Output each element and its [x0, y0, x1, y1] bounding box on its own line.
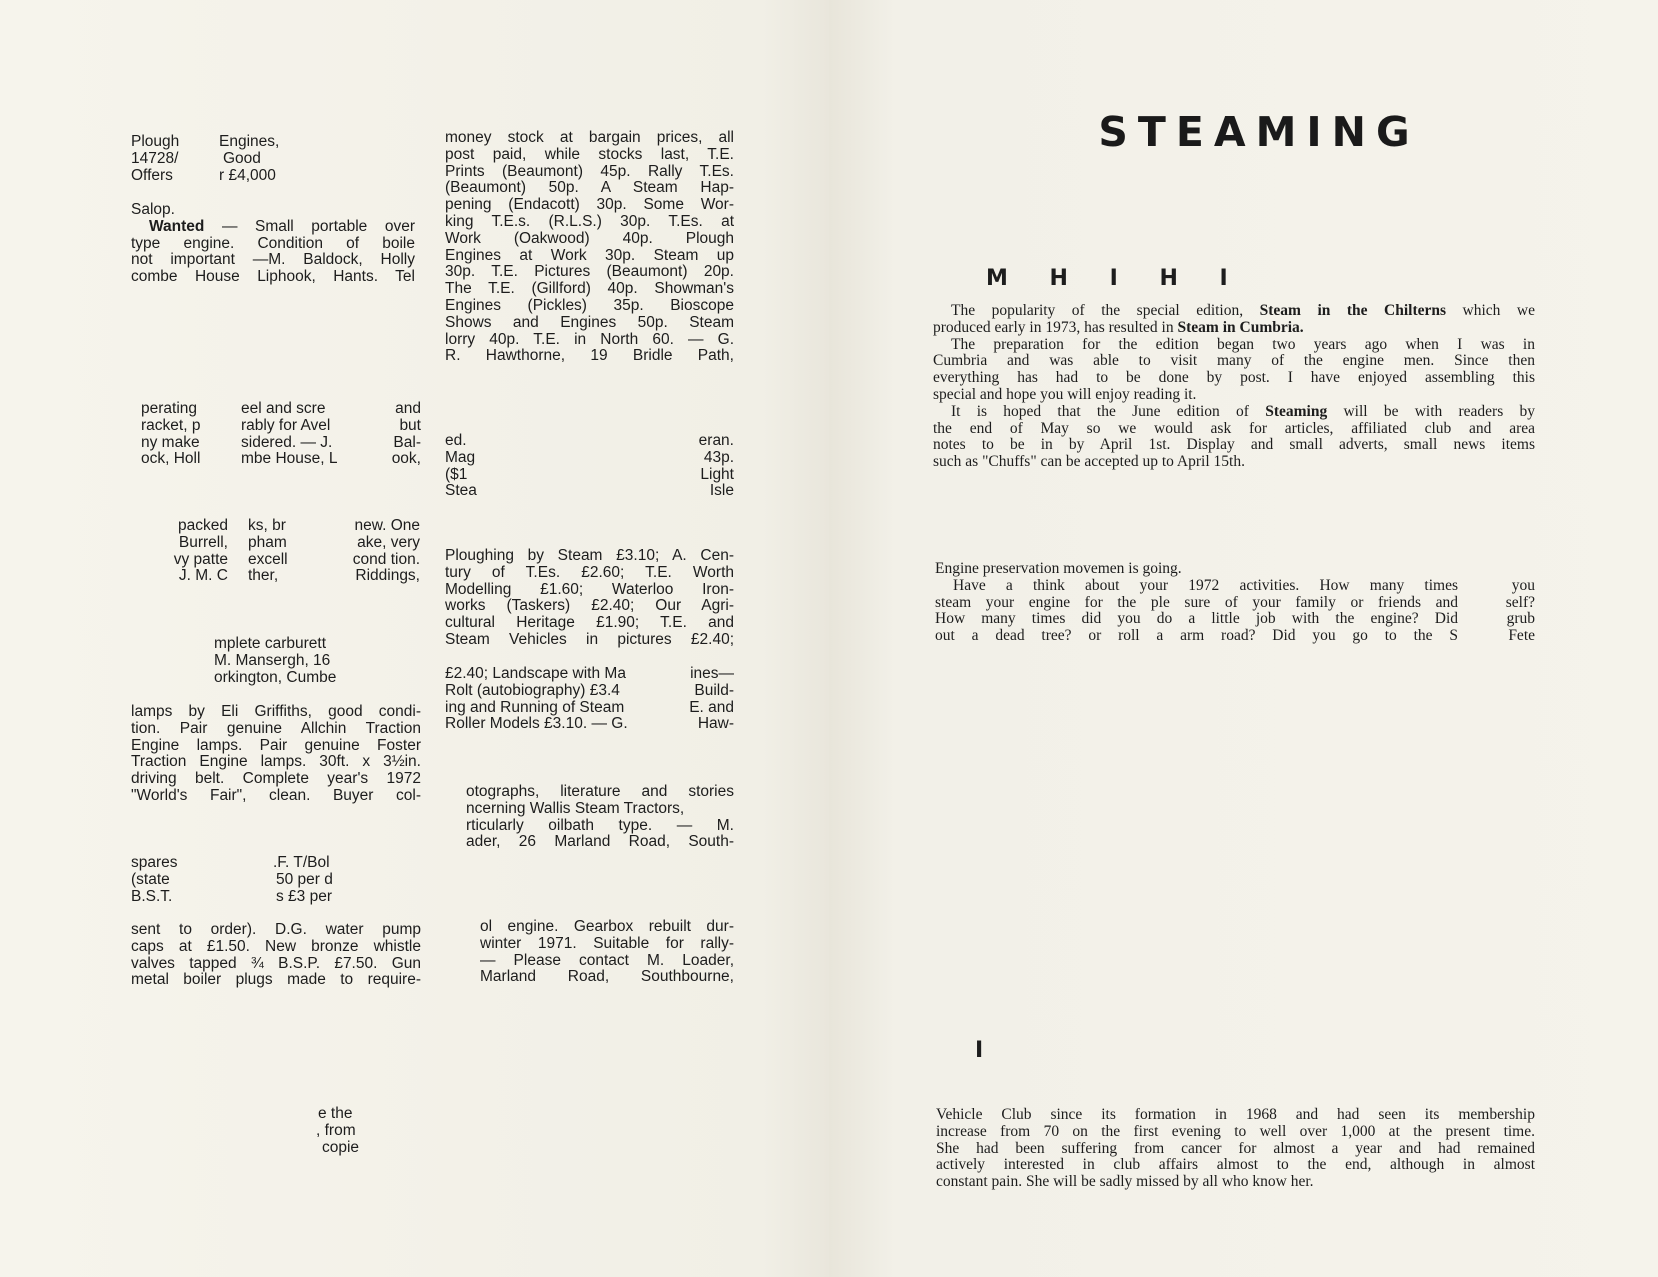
- text-fragment: eel and scre: [241, 400, 326, 417]
- advert-wanted-portable-engine: [131, 202, 415, 286]
- text-line: otographs, literature and stories: [466, 783, 734, 800]
- text-line: constant pain. She will be sadly missed by all who know her.: [936, 1173, 1314, 1191]
- text-line: valves tapped ¾ B.S.P. £7.50. Gun: [131, 954, 421, 972]
- text-fragment: mbe House, L: [241, 450, 338, 468]
- text-fragment: ines—: [690, 665, 734, 682]
- text-line: copie: [322, 1138, 360, 1156]
- text-line: [933, 320, 1535, 337]
- text-fragment: grub: [1506, 610, 1535, 628]
- text-line: M. Mansergh, 16: [214, 651, 331, 669]
- text-line: money stock at bargain prices, all: [445, 129, 734, 146]
- text-line: , from: [316, 1121, 356, 1139]
- text-line: ader, 26 Marland Road, South-: [466, 833, 734, 851]
- text-fragment: cond tion.: [352, 550, 420, 568]
- text-line: combe House Liphook, Hants. Tel: [131, 268, 415, 286]
- wanted-label: Wanted: [149, 217, 205, 235]
- text-fragment: £2.40; Landscape with Ma: [445, 665, 626, 682]
- text-fragment: Good: [223, 149, 261, 167]
- text-line: tion. Pair genuine Allchin Traction: [131, 719, 421, 737]
- text-line: rticularly oilbath type. — M.: [466, 816, 734, 834]
- text-line: Modelling £1.60; Waterloo Iron-: [445, 580, 734, 598]
- text-fragment: ($1: [445, 465, 468, 483]
- text-fragment: Roller Models £3.10. — G.: [445, 715, 628, 733]
- text-line: post paid, while stocks last, T.E.: [445, 145, 734, 163]
- text-fragment: ks, br: [248, 517, 286, 534]
- text-line: Work (Oakwood) 40p. Plough: [445, 229, 734, 247]
- text-fragment: ed.: [445, 432, 467, 449]
- section-heading-text: M H I H I: [986, 266, 1231, 291]
- advert-fragment-operating: [141, 401, 421, 468]
- intro-editorial: [933, 303, 1535, 471]
- text-line: special and hope you will enjoy reading it.: [933, 385, 1197, 403]
- text-line: sent to order). D.G. water pump: [131, 921, 421, 938]
- text-line: not important —M. Baldock, Holly: [131, 251, 415, 269]
- text-fragment: ny make: [141, 433, 200, 451]
- text-fragment: you: [1511, 576, 1535, 594]
- text-fragment: pham: [248, 533, 287, 551]
- publication-title: Steaming: [1265, 402, 1328, 420]
- text-line: "World's Fair", clean. Buyer col-: [131, 786, 421, 804]
- right-page: [829, 0, 1658, 1277]
- section-heading: [986, 266, 1231, 291]
- advert-fragment-carburettor: [214, 636, 374, 686]
- text-line: metal boiler plugs made to require-: [131, 971, 421, 989]
- text-fragment: Riddings,: [355, 567, 420, 585]
- text-line: Prints (Beaumont) 45p. Rally T.Es.: [445, 162, 734, 180]
- text-line: Engine lamps. Pair genuine Foster: [131, 736, 421, 754]
- masthead-title: STEAMING: [1098, 108, 1420, 156]
- text-line: Traction Engine lamps. 30ft. x 3½in.: [131, 753, 421, 771]
- text-line: king T.E.s. (R.L.S.) 30p. T.Es. at: [445, 212, 734, 230]
- text-fragment: B.S.T.: [131, 887, 173, 905]
- publication-title: Steam in Cumbria.: [1177, 318, 1304, 336]
- text-line: winter 1971. Suitable for rally-: [480, 934, 734, 952]
- text-fragment: sidered. — J.: [241, 433, 333, 451]
- advert-fragment-burrell: [158, 518, 420, 585]
- text-line: Ploughing by Steam £3.10; A. Cen-: [445, 547, 734, 564]
- text-fragment: E. and: [689, 698, 734, 716]
- text-fragment: It is hoped that the June edition of: [951, 402, 1266, 420]
- text-line: such as "Chuffs" can be accepted up to April 15th.: [933, 453, 1245, 471]
- text-line: works (Taskers) £2.40; Our Agri-: [445, 597, 734, 615]
- text-line: increase from 70 on the first evening to well over 1,000 at the present time.: [936, 1122, 1535, 1140]
- text-line: type engine. Condition of boile: [131, 234, 415, 252]
- text-fragment: 14728/: [131, 149, 179, 167]
- text-line: Engines (Pickles) 35p. Bioscope: [445, 296, 734, 314]
- text-line: The preparation for the edition began two years ago when I was in: [951, 335, 1535, 353]
- advert-fragment-copies: [316, 1106, 376, 1156]
- text-fragment: How many times did you do a little job with the engine? Did: [935, 610, 1458, 628]
- text-line: Steam Vehicles in pictures £2.40;: [445, 630, 734, 648]
- advert-fragment-landscape: [445, 666, 734, 733]
- text-line: lorry 40p. T.E. in North 60. — G.: [445, 330, 734, 348]
- text-fragment: will be with readers by: [1327, 402, 1535, 420]
- text-fragment: ther,: [248, 567, 279, 585]
- preservation-movement-text: [935, 561, 1535, 645]
- text-fragment: Offers: [131, 166, 173, 184]
- text-fragment: ook,: [391, 450, 421, 468]
- text-line: pening (Endacott) 30p. Some Wor-: [445, 196, 734, 214]
- text-fragment: Plough: [131, 133, 180, 150]
- text-line: Salop.: [131, 201, 175, 218]
- text-line: 30p. T.E. Pictures (Beaumont) 20p.: [445, 263, 734, 281]
- advert-plough-engines: [131, 134, 291, 184]
- text-fragment: perating: [141, 400, 198, 417]
- advert-fragment-magazines: [445, 433, 734, 500]
- advert-books-hawthorne: [445, 130, 734, 365]
- text-line: The T.E. (Gillford) 40p. Showman's: [445, 280, 734, 298]
- text-fragment: s £3 per: [276, 887, 333, 905]
- text-fragment: self?: [1505, 593, 1535, 611]
- text-fragment: ock, Holl: [141, 450, 201, 468]
- text-line: Shows and Engines 50p. Steam: [445, 313, 734, 331]
- text-fragment: Fete: [1508, 627, 1535, 645]
- text-fragment: Isle: [709, 482, 734, 500]
- text-line: the end of May so we would ask for articles, affiliated club and area: [933, 419, 1535, 437]
- text-fragment: Engines,: [219, 133, 280, 150]
- text-fragment: J. M. C: [178, 567, 228, 585]
- text-fragment: Have a think about your 1972 activities. How many times: [953, 576, 1458, 594]
- text-line: — Small portable over: [204, 217, 415, 235]
- text-fragment: racket, p: [141, 416, 201, 434]
- text-line: cultural Heritage £1.90; T.E. and: [445, 614, 734, 632]
- text-fragment: steam your engine for the ple sure of your family or friends and: [935, 593, 1458, 611]
- text-fragment: eran.: [698, 432, 734, 449]
- text-line: [933, 404, 1535, 421]
- text-line: Engine preservation movemen is going.: [935, 560, 1182, 577]
- text-line: She had been suffering from cancer for almost a year and had remained: [936, 1139, 1535, 1157]
- text-fragment: The popularity of the special edition,: [951, 302, 1260, 319]
- text-fragment: Haw-: [697, 715, 734, 733]
- text-fragment: ake, very: [357, 533, 420, 551]
- advert-water-pump-caps: [131, 922, 421, 989]
- text-line: e the: [318, 1105, 353, 1122]
- text-fragment: new. One: [354, 517, 420, 534]
- text-fragment: packed: [178, 517, 228, 534]
- text-fragment: spares: [131, 854, 178, 871]
- text-fragment: (state: [131, 870, 170, 888]
- text-line: (Beaumont) 50p. A Steam Hap-: [445, 179, 734, 197]
- advert-wallis-photographs: [466, 784, 734, 851]
- publication-title: Steam in the Chilterns: [1259, 302, 1447, 319]
- text-fragment: ing and Running of Steam: [445, 698, 625, 716]
- text-line: actively interested in club affairs almost to the end, although in almost: [936, 1156, 1535, 1174]
- text-fragment: 43p.: [703, 448, 734, 466]
- advert-books-prices: [445, 548, 734, 649]
- text-line: mplete carburett: [214, 635, 326, 652]
- text-fragment: vy patte: [173, 550, 228, 568]
- text-fragment: 50 per d: [276, 870, 333, 888]
- text-line: Vehicle Club since its formation in 1968 and had seen its membership: [936, 1106, 1535, 1123]
- text-fragment: r £4,000: [219, 166, 276, 184]
- obituary-text: [936, 1107, 1535, 1191]
- text-fragment: Light: [700, 465, 734, 483]
- text-line: Cumbria and was able to visit many of the engine men. Since then: [933, 352, 1535, 370]
- text-line: Engines at Work 30p. Steam up: [445, 246, 734, 264]
- text-fragment: Build-: [694, 681, 734, 699]
- text-fragment: out a dead tree? or roll a arm road? Did you go to the S: [935, 627, 1458, 645]
- text-fragment: excell: [248, 550, 288, 568]
- text-line: caps at £1.50. New bronze whistle: [131, 937, 421, 955]
- text-fragment: Bal-: [393, 433, 421, 451]
- text-fragment: Mag: [445, 448, 476, 466]
- text-fragment: produced early in 1973, has resulted in: [933, 318, 1178, 336]
- text-fragment: Burrell,: [178, 533, 228, 551]
- text-fragment: which we: [1446, 302, 1535, 319]
- advert-fragment-spares: [131, 855, 361, 905]
- text-line: tury of T.Es. £2.60; T.E. Worth: [445, 563, 734, 581]
- text-fragment: Stea: [445, 482, 477, 500]
- text-line: driving belt. Complete year's 1972: [131, 770, 421, 788]
- text-fragment: and: [395, 400, 421, 417]
- text-line: ncerning Wallis Steam Tractors,: [466, 799, 685, 817]
- advert-engine-loader: [480, 919, 734, 986]
- text-line: Marland Road, Southbourne,: [480, 968, 734, 986]
- text-fragment: .F. T/Bol: [273, 854, 330, 871]
- text-line: R. Hawthorne, 19 Bridle Path,: [445, 347, 734, 365]
- text-line: ol engine. Gearbox rebuilt dur-: [480, 918, 734, 935]
- text-line: lamps by Eli Griffiths, good condi-: [131, 703, 421, 720]
- text-line: — Please contact M. Loader,: [480, 951, 734, 969]
- text-line: everything has had to be done by post. I have enjoyed assembling this: [933, 369, 1535, 387]
- text-fragment: rably for Avel: [241, 416, 331, 434]
- text-fragment: but: [399, 416, 421, 434]
- obituary-heading: I: [975, 1038, 984, 1063]
- text-fragment: Rolt (autobiography) £3.4: [445, 681, 620, 699]
- text-line: orkington, Cumbe: [214, 668, 337, 686]
- advert-lamps: [131, 704, 421, 805]
- text-line: [933, 303, 1535, 320]
- text-line: notes to be in by April 1st. Display and small adverts, small news items: [933, 436, 1535, 454]
